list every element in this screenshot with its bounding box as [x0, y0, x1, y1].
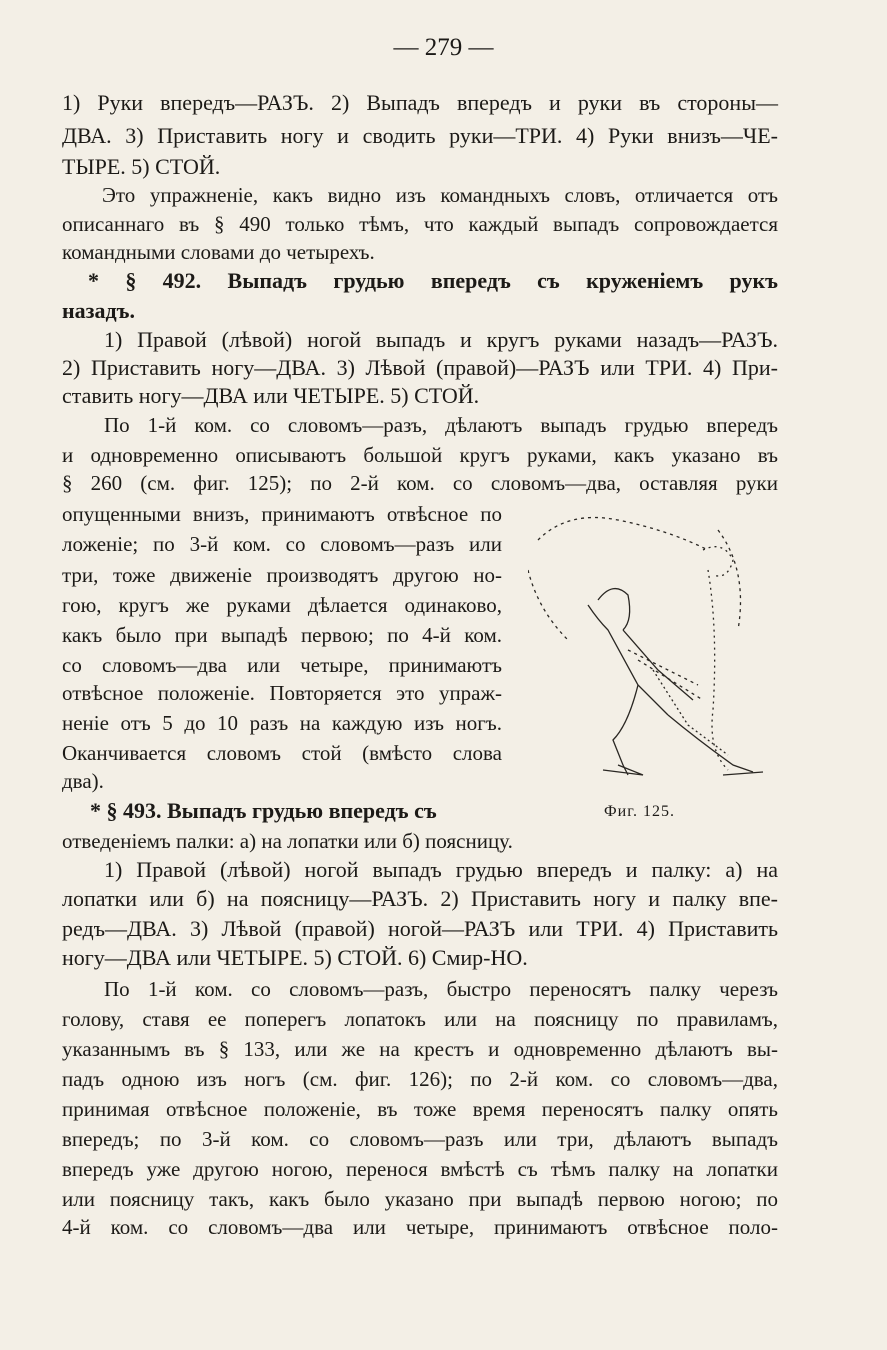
- text-line: ставить ногу—ДВА или ЧЕТЫРЕ. 5) СТОЙ.: [62, 383, 480, 408]
- text-line: неніе отъ 5 до 10 разъ на каждую изъ ногъ.: [62, 711, 502, 735]
- text-line: падъ одною изъ ногъ (см. фиг. 126); по 2-й ком. со словомъ—два,: [62, 1067, 778, 1091]
- text-line: опущенными внизъ, принимаютъ отвѣсное по: [62, 502, 502, 526]
- section-heading: * § 493. Выпадъ грудью впередъ съ: [90, 798, 437, 823]
- text-line: впередъ; по 3-й ком. со словомъ—разъ или три, дѣлаютъ выпадъ: [62, 1127, 778, 1151]
- text-line: ложеніе; по 3-й ком. со словомъ—разъ или: [62, 532, 502, 556]
- text-line: и одновременно описываютъ большой кругъ руками, какъ указано въ: [62, 443, 778, 467]
- text-line: гою, кругъ же руками дѣлается одинаково,: [62, 593, 502, 617]
- text-line: 2) Приставить ногу—ДВА. 3) Лѣвой (правой)—РАЗЪ или ТРИ. 4) При-: [62, 355, 778, 380]
- page-number: — 279 —: [393, 34, 494, 61]
- text-line: отвѣсное положеніе. Повторяется это упраж-: [62, 681, 502, 705]
- text-line: описаннаго въ § 490 только тѣмъ, что каждый выпадъ сопровождается: [62, 212, 778, 236]
- figure-caption: Фиг. 125.: [604, 803, 675, 820]
- text-line: 1) Правой (лѣвой) ногой выпадъ грудью впередъ и палку: а) на: [104, 857, 778, 882]
- text-line: голову, ставя ее поперегъ лопатокъ или на поясницу по правиламъ,: [62, 1007, 778, 1031]
- text-line: Это упражненіе, какъ видно изъ командныхъ словъ, отличается отъ: [102, 183, 778, 207]
- text-line: По 1-й ком. со словомъ—разъ, дѣлаютъ выпадъ грудью впередъ: [104, 413, 778, 437]
- text-line: 4-й ком. со словомъ—два или четыре, принимаютъ отвѣсное поло-: [62, 1215, 778, 1239]
- text-line: лопатки или б) на поясницу—РАЗЪ. 2) Приставить ногу и палку впе-: [62, 886, 778, 911]
- text-line: По 1-й ком. со словомъ—разъ, быстро переносятъ палку черезъ: [104, 977, 778, 1001]
- text-line: впередъ уже другою ногою, перенося вмѣстѣ съ тѣмъ палку на лопатки: [62, 1157, 778, 1181]
- text-line: командными словами до четырехъ.: [62, 240, 375, 264]
- text-line: редъ—ДВА. 3) Лѣвой (правой) ногой—РАЗЪ или ТРИ. 4) Приставить: [62, 916, 778, 941]
- text-line: Оканчивается словомъ стой (вмѣсто слова: [62, 741, 502, 765]
- text-line: какъ было при выпадѣ первою; по 4-й ком.: [62, 623, 502, 647]
- text-line: со словомъ—два или четыре, принимаютъ: [62, 653, 502, 677]
- text-line: три, тоже движеніе производятъ другою но-: [62, 563, 502, 587]
- text-line: или поясницу такъ, какъ было указано при выпадѣ первою ногою; по: [62, 1187, 778, 1211]
- text-line: указаннымъ въ § 133, или же на крестъ и одновременно дѣлаютъ вы-: [62, 1037, 778, 1061]
- text-line: принимая отвѣсное положеніе, въ тоже время переносятъ палку опять: [62, 1097, 778, 1121]
- section-heading-cont: отведеніемъ палки: а) на лопатки или б) поясницу.: [62, 829, 513, 853]
- text-line: ТЫРЕ. 5) СТОЙ.: [62, 154, 221, 179]
- text-line: два).: [62, 769, 104, 793]
- text-line: § 260 (см. фиг. 125); по 2-й ком. со словомъ—два, оставляя руки: [62, 471, 778, 495]
- section-heading-cont: назадъ.: [62, 298, 135, 323]
- text-line: ДВА. 3) Приставить ногу и сводить руки—ТРИ. 4) Руки внизъ—ЧЕ-: [62, 123, 778, 148]
- section-heading: * § 492. Выпадъ грудью впередъ съ круженіемъ рукъ: [88, 268, 778, 293]
- figure-125-illustration: [528, 510, 768, 795]
- text-line: ногу—ДВА или ЧЕТЫРЕ. 5) СТОЙ. 6) Смир-НО.: [62, 945, 528, 970]
- text-line: 1) Руки впередъ—РАЗЪ. 2) Выпадъ впередъ и руки въ стороны—: [62, 90, 778, 115]
- text-line: 1) Правой (лѣвой) ногой выпадъ и кругъ руками назадъ—РАЗЪ.: [104, 327, 778, 352]
